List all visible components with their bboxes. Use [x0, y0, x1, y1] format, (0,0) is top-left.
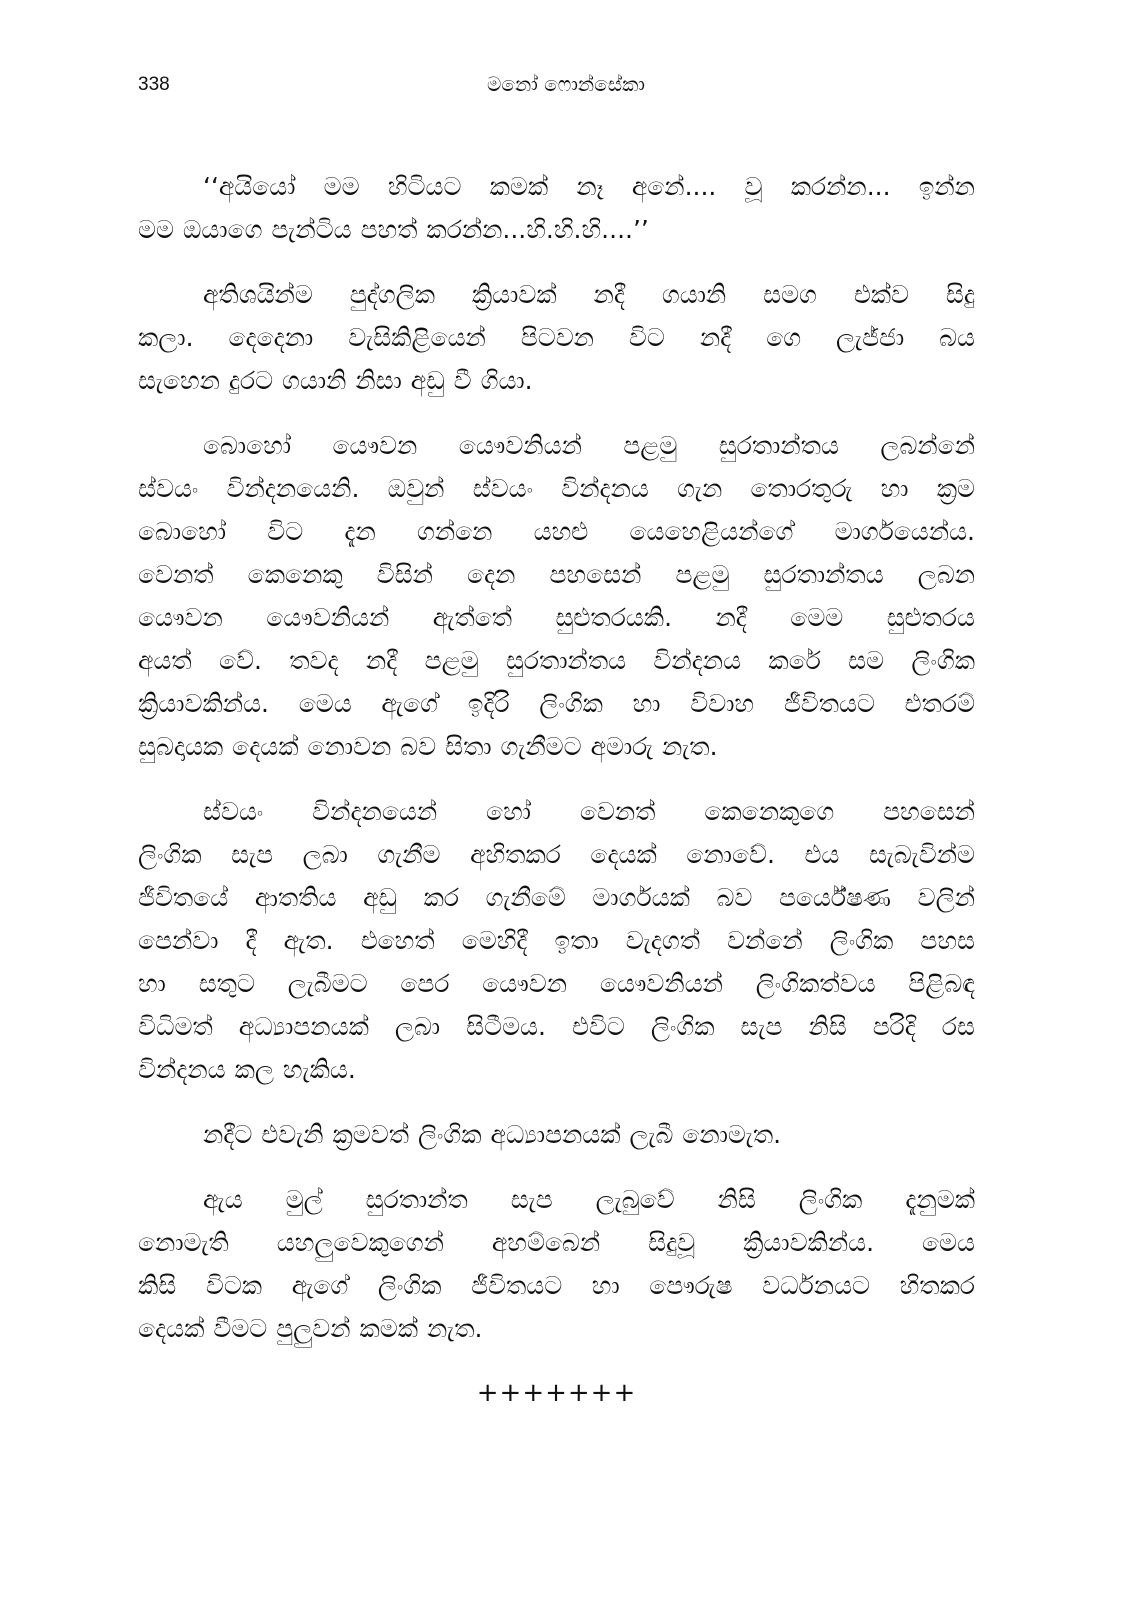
paragraph-6	[138, 1178, 975, 1350]
text-line: කලා. දෙදෙනා වැසිකිළියෙන් පිටවන විට නදී ගෙ ලැජ්ජා බය	[138, 323, 975, 352]
page-number: 338	[138, 74, 170, 95]
text-line: මම ඔයාගෙ පැන්ටිය පහත් කරන්න...හි.හි.හි....’’	[138, 215, 649, 244]
section-separator: +++++++	[476, 1378, 637, 1408]
paragraph-3	[138, 424, 975, 768]
text-line: දෙයක් වීමට පුලුවන් කමක් නැත.	[138, 1314, 483, 1343]
running-header-title: මනෝ ෆොන්සේකා	[487, 72, 645, 96]
text-line: සුබදායක දෙයක් නොවන බව සිතා ගැනීමට අමාරු නැත.	[138, 732, 718, 761]
text-line: නදීට එවැනි ක්‍රමවත් ලිංගික අධ්‍යාපනයක් ලැබී නොමැත.	[203, 1120, 782, 1149]
text-line: ජීවිතයේ ආතතිය අඩු කර ගැනීමේ මාර්ගයක් බව පර්යේෂණ වලින්	[138, 883, 975, 912]
text-line: බොහෝ යෞවන යෞවනියන් පළමු සුරතාන්තය ලබන්නේ	[203, 431, 975, 460]
text-line: නොමැති යහලුවෙකුගෙන් අහම්බෙන් සිදුවූ ක්‍රියාවකින්ය. මෙය	[138, 1228, 975, 1257]
text-line: හා සතුට ලැබීමට පෙර යෞවන යෞවනියන් ලිංගිකත්වය පිළිබඳ	[138, 969, 975, 998]
text-line: බොහෝ විට දැන ගන්නෙ යහළු යෙහෙළියන්ගේ මාර්ගයෙන්ය.	[138, 517, 975, 546]
text-line: ක්‍රියාවකින්ය. මෙය ඇගේ ඉදිරි ලිංගික හා විවාහ ජීවිතයට එතරම්	[138, 689, 975, 718]
page-body-text	[138, 165, 975, 1415]
text-line: ‘‘අයියෝ මම හිටියට කමක් නෑ අනේ.... වූ කරන්න... ඉන්න	[203, 172, 975, 201]
paragraph-4	[138, 790, 975, 1091]
text-line: ස්වයං වින්දනයෙන් හෝ වෙනත් කෙනෙකුගෙ පහසෙන්	[203, 797, 975, 826]
text-line: අතිශයින්ම පුද්ගලික ක්‍රියාවක් නදී ගයානි සමග එක්ව සිදු	[203, 280, 975, 309]
text-line: වින්දනය කල හැකිය.	[138, 1055, 356, 1084]
text-line: ලිංගික සැප ලබා ගැනීම අහිතකර දෙයක් නොවේ. එය සැබැවින්ම	[138, 840, 975, 869]
paragraph-5	[138, 1113, 975, 1156]
text-line: ස්වයං වින්දනයෙනි. ඔවුන් ස්වයං වින්දනය ගැන තොරතුරු හා ක්‍රම	[138, 474, 975, 503]
paragraph-1	[138, 165, 975, 251]
text-line: ඇය මුල් සුරතාන්ත සැප ලැබුවේ නිසි ලිංගික දැනුමක්	[203, 1185, 975, 1214]
paragraph-2	[138, 273, 975, 402]
text-line: අයත් වේ. තවද නදී පළමු සුරතාන්තය වින්දනය කරේ සම ලිංගික	[138, 646, 975, 675]
text-line: විධිමත් අධ්‍යාපනයක් ලබා සිටීමය. එවිට ලිංගික සැප නිසි පරිදි රස	[138, 1012, 975, 1041]
text-line: පෙන්වා දී ඇත. එහෙත් මෙහිදී ඉතා වැදගත් වන්නේ ලිංගික පහස	[138, 926, 975, 955]
text-line: වෙනත් කෙනෙකු විසින් දෙන පහසෙන් පළමු සුරතාන්තය ලබන	[138, 560, 975, 589]
text-line: සැහෙන දුරට ගයානි නිසා අඩු වී ගියා.	[138, 366, 533, 395]
text-line: යෞවන යෞවනියන් ඇත්තේ සුළුතරයකි. නදී මෙම සුළුතරය	[138, 603, 975, 632]
text-line: කිසි විටක ඇගේ ලිංගික ජීවිතයට හා පෞරුෂ වර්ධනයට හිතකර	[138, 1271, 975, 1300]
